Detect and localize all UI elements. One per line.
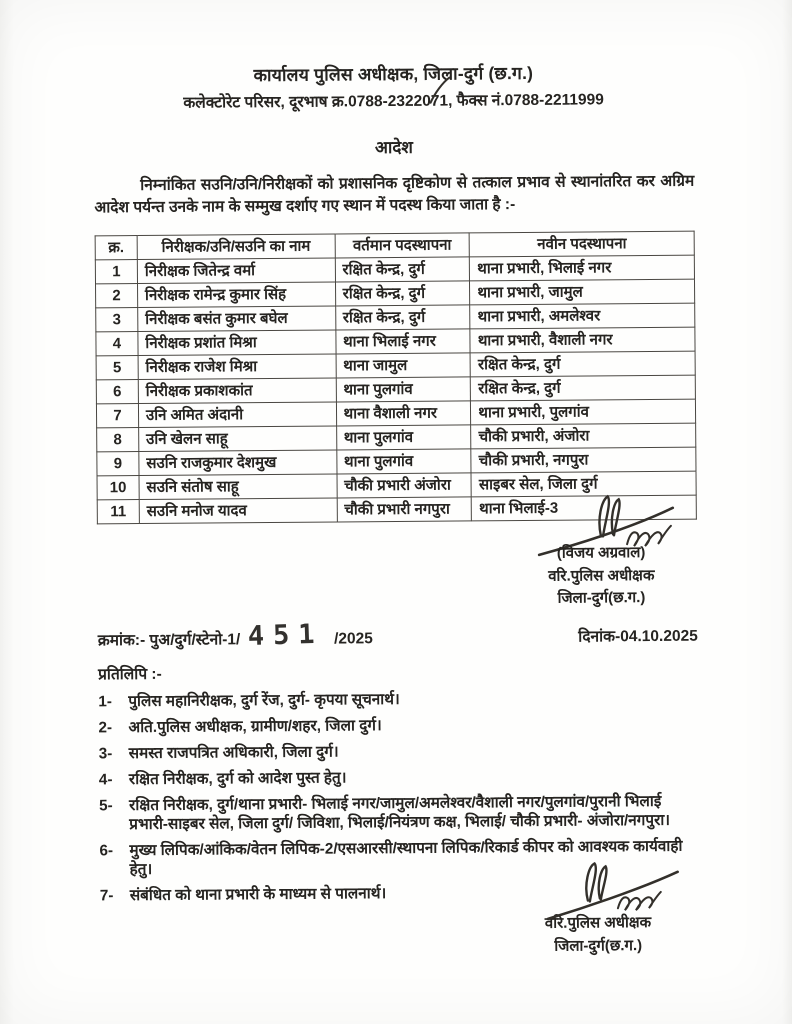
cell-serial: 3	[96, 308, 138, 332]
reference-number	[97, 619, 373, 653]
cell-name: निरीक्षक राजेश मिश्रा	[138, 354, 336, 380]
copy-item	[99, 765, 699, 789]
copy-item-number: 5-	[99, 796, 113, 814]
copy-item-text: रक्षित निरीक्षक, दुर्ग/थाना प्रभारी- भिलाई नगर/जामुल/अमलेश्वर/वैशाली नगर/पुलगांव/पुरानी भिलाई प्रभारी-साइबर सेल, जिला दुर्ग/ जिविशा, भिलाई/नियंत्रण कक्ष, भिलाई/ चौकी प्रभारी- अंजोरा/नगपुरा।	[129, 792, 671, 833]
cell-current: थाना पुलगांव	[336, 425, 471, 450]
copy-item	[98, 714, 698, 738]
cell-name: निरीक्षक जितेन्द्र वर्मा	[137, 258, 335, 284]
copy-item-text: समस्त राजपत्रित अधिकारी, जिला दुर्ग।	[128, 743, 339, 763]
header-current-posting: वर्तमान पदस्थापना	[335, 233, 470, 258]
signatory-district: जिला-दुर्ग(छ.ग.)	[557, 589, 646, 607]
signature-scribble	[518, 860, 689, 927]
cell-current: रक्षित केन्द्र, दुर्ग	[335, 305, 470, 330]
header-new-posting: नवीन पदस्थापना	[469, 232, 694, 258]
cell-new: थाना प्रभारी, भिलाई नगर	[470, 256, 695, 282]
signatory-district: जिला-दुर्ग(छ.ग.)	[554, 936, 643, 955]
cell-current: थाना पुलगांव	[336, 377, 471, 402]
order-heading: आदेश	[374, 137, 413, 158]
cell-serial: 5	[96, 356, 138, 380]
reference-date: दिनांक-04.10.2025	[578, 628, 698, 647]
cell-new: चौकी प्रभारी, नगपुरा	[471, 448, 696, 474]
cell-current: थाना जामुल	[336, 353, 471, 378]
copy-item-number: 1-	[98, 693, 112, 711]
office-contact: कलेक्टोरेट परिसर, दूरभाष क्र.0788-2322071, फैक्स नं.0788-2211999	[183, 91, 604, 112]
copy-item-text: पुलिस महानिरीक्षक, दुर्ग रेंज, दुर्ग- कृपया सूचनार्थ।	[128, 691, 400, 711]
office-title: कार्यालय पुलिस अधीक्षक, जिला-दुर्ग (छ.ग.)	[253, 62, 534, 86]
copy-item-number: 2-	[98, 719, 113, 737]
cell-new: चौकी प्रभारी, अंजोरा	[471, 424, 696, 450]
copy-item-number: 3-	[98, 745, 113, 763]
cell-new: थाना प्रभारी, वैशाली नगर	[470, 328, 695, 354]
cell-new: थाना प्रभारी, अमलेश्वर	[470, 304, 695, 330]
cell-serial: 10	[97, 476, 139, 500]
signature-block-top	[483, 497, 720, 610]
cell-new: थाना प्रभारी, पुलगांव	[471, 400, 696, 426]
cell-new: थाना प्रभारी, जामुल	[470, 280, 695, 306]
header-name: निरीक्षक/उनि/सउनि का नाम	[137, 234, 335, 260]
cell-name: निरीक्षक प्रशांत मिश्रा	[138, 330, 336, 356]
ref-prefix: क्रमांक:- पुअ/दुर्ग/स्टेनो-1/	[97, 631, 241, 650]
cell-name: निरीक्षक बसंत कुमार बघेल	[138, 306, 336, 332]
copy-item-text: संबंधित को थाना प्रभारी के माध्यम से पालनार्थ।	[129, 884, 387, 904]
cell-current: रक्षित केन्द्र, दुर्ग	[335, 257, 470, 282]
copy-item-number: 7-	[99, 886, 114, 904]
handwritten-dispatch-number: 451	[247, 619, 325, 653]
signature-block-bottom	[480, 860, 717, 959]
signatory-designation: वरि.पुलिस अधीक्षक	[544, 914, 652, 932]
intro-paragraph: निम्नांकित सउनि/उनि/निरीक्षकों को प्रशासनिक दृष्टिकोण से तत्काल प्रभाव से स्थानांतरित कर अग्रिम आदेश पर्यन्त उनके नाम के सम्मुख दर्शाए गए स्थान में पदस्थ किया जाता है :-	[94, 172, 695, 217]
cell-current: चौकी प्रभारी नगपुरा	[337, 497, 472, 522]
copy-item-number: 6-	[99, 841, 114, 859]
reference-row	[97, 619, 698, 653]
signatory-name: (विजय अग्रवाल)	[556, 544, 646, 562]
letterhead	[93, 60, 693, 114]
copy-item	[99, 740, 699, 764]
cell-current: थाना पुलगांव	[336, 449, 471, 474]
cell-new: रक्षित केन्द्र, दुर्ग	[470, 352, 695, 378]
cell-serial: 8	[97, 428, 139, 452]
cell-serial: 7	[96, 404, 138, 428]
cell-name: सउनि राजकुमार देशमुख	[139, 450, 337, 476]
cell-name: उनि खेलन साहू	[139, 426, 337, 452]
cell-name: निरीक्षक रामेन्द्र कुमार सिंह	[137, 282, 335, 308]
cell-serial: 1	[95, 260, 137, 284]
cell-name: निरीक्षक प्रकाशकांत	[138, 378, 336, 404]
copy-item-text: रक्षित निरीक्षक, दुर्ग को आदेश पुस्त हेतु।	[128, 769, 347, 788]
cell-name: सउनि मनोज यादव	[139, 498, 337, 524]
cell-current: थाना वैशाली नगर	[336, 401, 471, 426]
cell-current: थाना भिलाई नगर	[335, 329, 470, 354]
copy-item-number: 4-	[98, 770, 113, 789]
copy-to-label: प्रतिलिपि :-	[98, 666, 162, 684]
cell-name: सउनि संतोष साहू	[139, 474, 337, 500]
ref-suffix: /2025	[334, 630, 373, 648]
cell-serial: 4	[96, 332, 138, 356]
header-serial: क्र.	[95, 236, 137, 260]
transfer-table	[95, 231, 697, 525]
cell-name: उनि अमित अंदानी	[138, 402, 336, 428]
copy-item-text: मुख्य लिपिक/आंकिक/वेतन लिपिक-2/एसआरसी/स्थापना लिपिक/रिकार्ड कीपर को आवश्यक कार्यवाही हेतु।	[129, 837, 683, 878]
cell-current: चौकी प्रभारी अंजोरा	[337, 473, 472, 498]
cell-new: रक्षित केन्द्र, दुर्ग	[471, 376, 696, 402]
signatory-designation: वरि.पुलिस अधीक्षक	[548, 566, 655, 585]
cell-new: थाना भिलाई-3	[472, 496, 697, 522]
copy-item-text: अति.पुलिस अधीक्षक, ग्रामीण/शहर, जिला दुर्ग।	[128, 717, 382, 737]
cell-serial: 6	[96, 380, 138, 404]
cell-serial: 2	[96, 284, 138, 308]
cell-serial: 11	[97, 500, 139, 524]
copy-item	[98, 688, 698, 712]
cell-new: साइबर सेल, जिला दुर्ग	[471, 472, 696, 498]
cell-serial: 9	[97, 452, 139, 476]
copy-item	[99, 791, 699, 834]
cell-current: रक्षित केन्द्र, दुर्ग	[335, 281, 470, 306]
